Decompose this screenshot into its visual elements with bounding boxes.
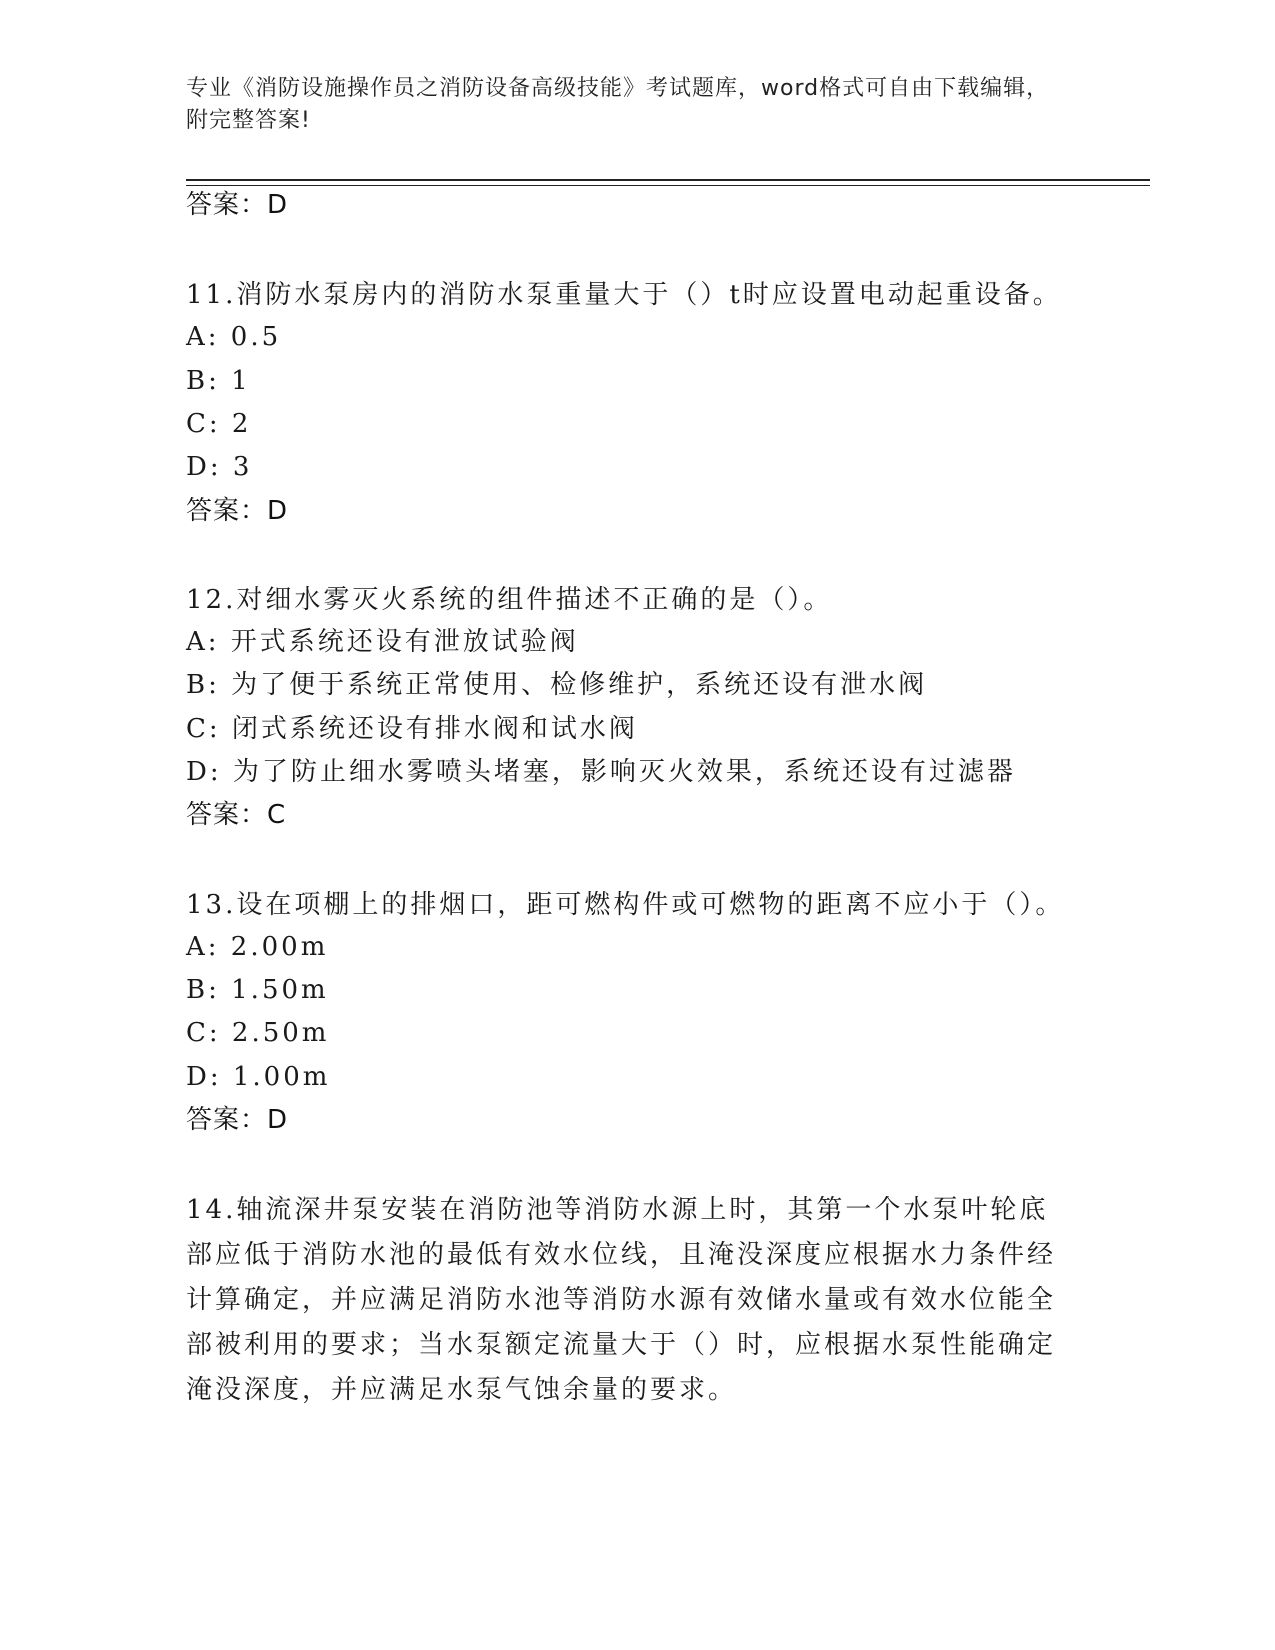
header-rule-thick [186, 179, 1150, 181]
question-11-option-d: D: 3 [186, 452, 253, 482]
question-12-option-c: C: 闭式系统还设有排水阀和试水阀 [186, 714, 638, 744]
question-13-option-d: D: 1.00m [186, 1062, 331, 1092]
question-11-answer: 答案：D [186, 496, 289, 526]
answer-prev: 答案：D [186, 190, 289, 220]
question-14-text: 14.轴流深井泵安装在消防池等消防水源上时，其第一个水泵叶轮底部应低于消防水池的最低有效水位线，且淹没深度应根据水力条件经计算确定，并应满足消防水池等消防水源有效储水量或有效水位能全部被利用的要求；当水泵额定流量大于（）时，应根据水泵性能确定淹没深度，并应满足水泵气蚀余量的要求。 [186, 1195, 1057, 1405]
question-11-option-c: C: 2 [186, 409, 252, 439]
question-12-option-a: A: 开式系统还设有泄放试验阀 [186, 627, 579, 657]
question-11-option-a: A: 0.5 [186, 322, 282, 352]
question-11-option-b: B: 1 [186, 366, 251, 396]
header-rule-thin [186, 185, 1150, 186]
question-12-option-b: B: 为了便于系统正常使用、检修维护，系统还设有泄水阀 [186, 670, 928, 700]
question-12-text: 12.对细水雾灭火系统的组件描述不正确的是（）。 [186, 585, 833, 615]
question-13-option-c: C: 2.50m [186, 1018, 330, 1048]
question-13-option-b: B: 1.50m [186, 975, 329, 1005]
question-13-option-a: A: 2.00m [186, 932, 329, 962]
question-13-text: 13.设在项棚上的排烟口，距可燃构件或可燃物的距离不应小于（）。 [186, 890, 1065, 920]
question-13-answer: 答案：D [186, 1105, 289, 1135]
question-12-option-d: D: 为了防止细水雾喷头堵塞，影响灭火效果，系统还设有过滤器 [186, 757, 1016, 787]
document-header: 专业《消防设施操作员之消防设备高级技能》考试题库，word格式可自由下载编辑，附完整答案! [186, 76, 1050, 133]
question-11-text: 11.消防水泵房内的消防水泵重量大于（）t时应设置电动起重设备。 [186, 280, 1062, 310]
question-12-answer: 答案：C [186, 800, 287, 830]
